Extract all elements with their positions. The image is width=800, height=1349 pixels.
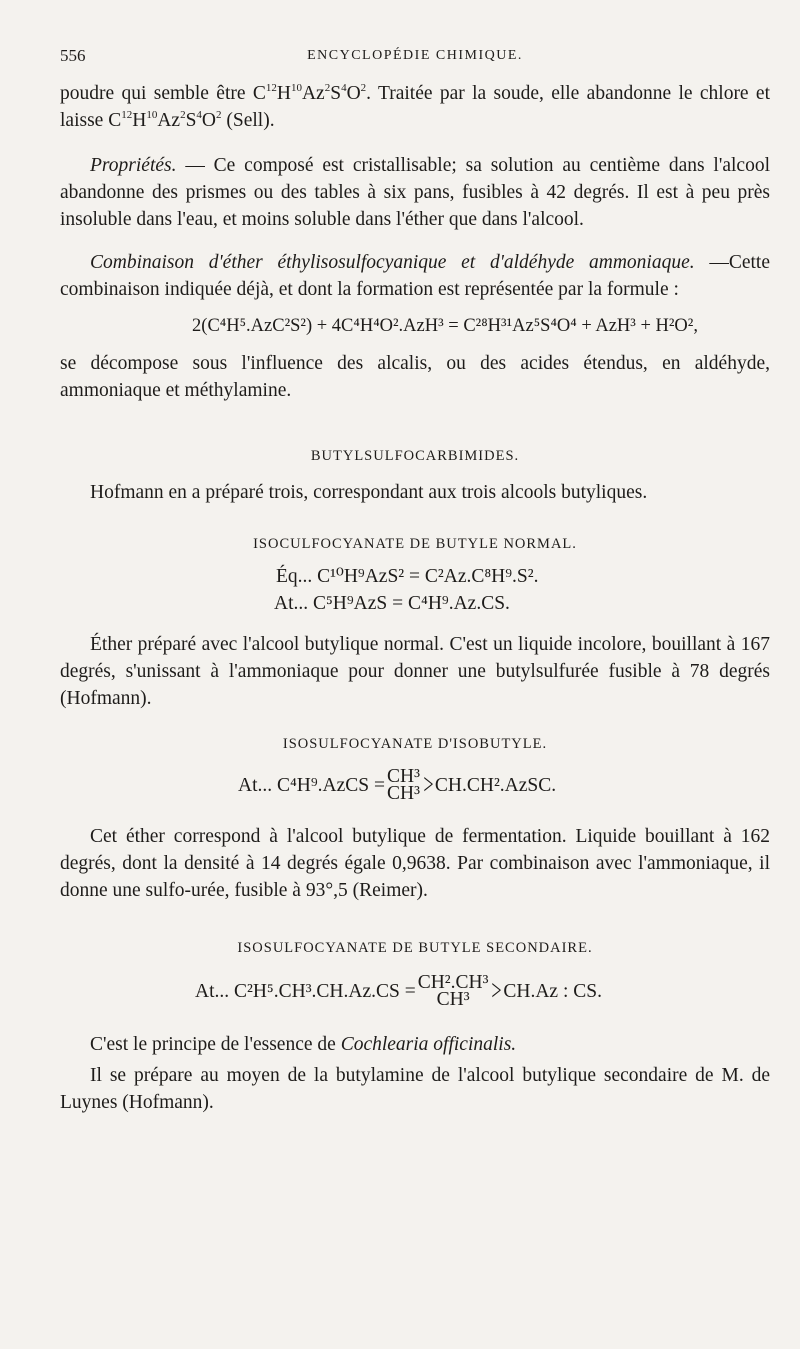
paragraph-decomposition: se décompose sous l'influence des alcalis, ou des acides étendus, en aldéhyde, ammoniaque et méthylamine.	[60, 353, 770, 401]
formula-butyle-secondaire	[60, 967, 770, 1015]
equation-combinaison: 2(C⁴H⁵.AzC²S²) + 4C⁴H⁴O².AzH³ = C²⁸H³¹Az⁵S⁴O⁴ + AzH³ + H²O²,	[192, 316, 698, 336]
formula-isobutyle-left: At... C⁴H⁹.AzCS =	[238, 774, 386, 796]
formula-isobutyle-stack: CH³ CH³	[387, 766, 420, 804]
document-page	[60, 46, 770, 1116]
paragraph-butyle-normal: Éther préparé avec l'alcool butylique normal. C'est un liquide incolore, bouillant à 167 degrés, s'unissant à l'ammoniaque pour donner une butylsulfurée fusible à 78 degrés (Hofmann).	[60, 634, 770, 709]
paragraph-isobutyle: Cet éther correspond à l'alcool butylique de fermentation. Liquide bouillant à 162 degrés, dont la densité à 14 degrés égale 0,9638. Par combinaison avec l'ammoniaque, il donne une sulfo-urée, fusible à 93°,5 (Reimer).	[60, 826, 770, 901]
formula-isobutyle-right: CH.CH².AzSC.	[434, 774, 557, 796]
formula-at-butyle-normal: At... C⁵H⁹AzS = C⁴H⁹.Az.CS.	[274, 593, 510, 614]
paragraph-combinaison: Combinaison d'éther éthylisosulfocyanique et d'aldéhyde ammoniaque. —Cette combinaison indiquée déjà, et dont la formation est représentée par la formule :	[60, 252, 770, 300]
paragraph-proprietes: Propriétés. — Ce composé est cristallisable; sa solution au centième dans l'alcool abandonne des prismes ou des tables à six pans, fusibles à 42 degrés. Il est à peu près insoluble dans l'eau, et moins soluble dans l'éther que dans l'alcool.	[60, 155, 770, 230]
proprietes-label: Propriétés.	[90, 155, 177, 176]
formula-secondaire-stack: CH².CH³ CH³	[417, 972, 489, 1010]
formula-isobutyle	[60, 763, 770, 807]
formula-secondaire-left: At... C²H⁵.CH³.CH.Az.CS =	[195, 980, 416, 1002]
formula-secondaire-right: CH.Az : CS.	[503, 980, 602, 1002]
paragraph-hofmann: Hofmann en a préparé trois, correspondant aux trois alcools butyliques.	[90, 482, 648, 503]
cochlearia-name: Cochlearia officinalis.	[340, 1034, 517, 1055]
paragraph-cochlearia: C'est le principe de l'essence de Cochlearia officinalis.	[90, 1034, 517, 1055]
section-title-butyle-normal: ISOCULFOCYANATE DE BUTYLE NORMAL.	[253, 536, 577, 552]
formula-secondaire-brace: >	[491, 974, 503, 1007]
paragraph-intro: poudre qui semble être $C^{12}H^{10}Az^2S^4O^2$. Traitée par la soude, elle abandonne le chlore et laisse $C^{12}H^{10}Az^2S^4O^2$ (Sell).	[60, 81, 770, 131]
formula-eq-butyle-normal: Éq... C¹⁰H⁹AzS² = C²Az.C⁸H⁹.S².	[276, 566, 539, 587]
combinaison-label: Combinaison d'éther éthylisosulfocyanique et d'aldéhyde ammoniaque.	[90, 252, 695, 273]
page-header	[60, 46, 770, 76]
running-head: ENCYCLOPÉDIE CHIMIQUE.	[307, 48, 523, 63]
paragraph-preparation: Il se prépare au moyen de la butylamine de l'alcool butylique secondaire de M. de Luynes (Hofmann).	[60, 1065, 770, 1113]
section-title-isobutyle: ISOSULFOCYANATE D'ISOBUTYLE.	[282, 736, 548, 752]
formula-isobutyle-brace: >	[423, 768, 434, 801]
section-title-butylsulfocarbimides: BUTYLSULFOCARBIMIDES.	[310, 448, 520, 464]
page-number: 556	[60, 46, 86, 65]
section-title-butyle-secondaire: ISOSULFOCYANATE DE BUTYLE SECONDAIRE.	[237, 940, 593, 956]
